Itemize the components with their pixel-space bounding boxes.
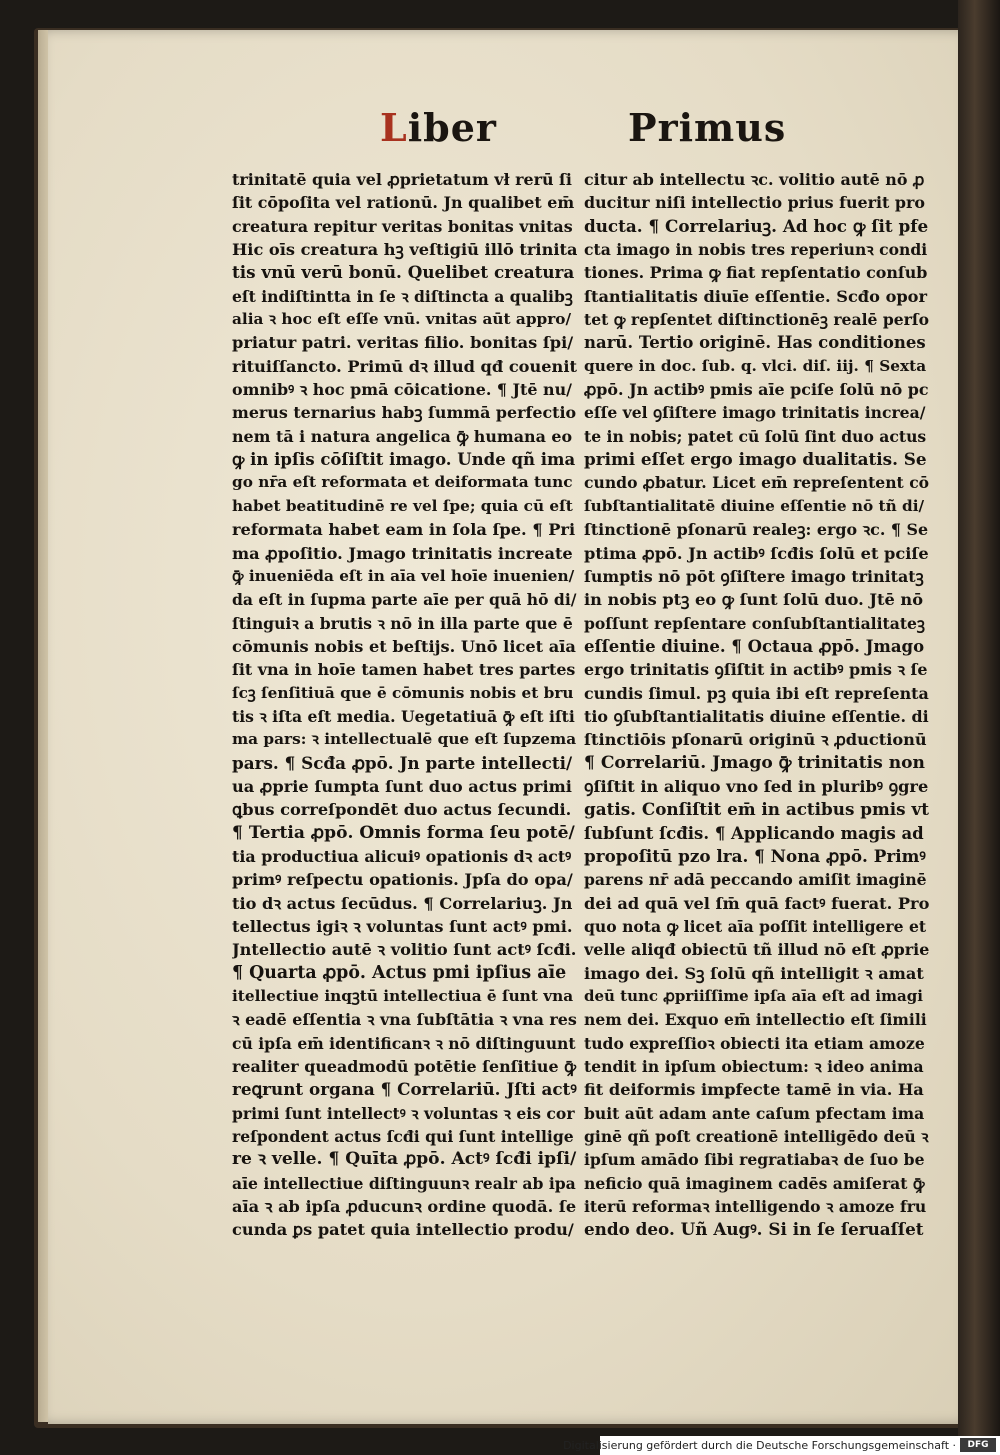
text-line: ſtantialitatis diuīe eſſentie. Scđo opor <box>584 286 928 306</box>
text-line: ſtinctiōis pſonarū originū ꝛ ꝓductionū <box>584 730 927 750</box>
text-line: parens nr̄ adā peccando amiſit imaginē <box>584 870 927 890</box>
text-line: aīa ꝛ ab ipſa ꝓducunꝛ ordine quodā. ſe <box>232 1197 577 1217</box>
text-line: tis vnū verū bonū. Quelibet creatura <box>232 262 575 283</box>
text-line: primi eſſet ergo imago dualitatis. Se <box>584 449 927 470</box>
text-line: ꝗbus correſpondēt duo actus ſecundi. <box>232 800 572 820</box>
text-line: ducitur niſi intellectio prius fuerit pro <box>584 193 925 213</box>
text-line: imago dei. Sꝫ ſolū qñ intelligit ꝛ amat <box>584 963 924 983</box>
text-line: tiones. Prima ꝙ fiat repſentatio conſub <box>584 263 928 283</box>
text-line: ſubſunt ſcđis. ¶ Applicando magis ad <box>584 823 924 843</box>
text-line: narū. Tertio originē. Has conditiones <box>584 333 926 353</box>
text-line: ſit cōpoſita vel rationū. Jn qualibet em̄ <box>232 193 575 213</box>
text-line: quo nota ꝙ licet aīa poſſit intelligere et <box>584 917 927 936</box>
text-line: nem dei. Exquo em̄ intellectio eſt ſimili <box>584 1010 927 1030</box>
text-line: ꝙ̄ inueniēda eſt in aīa vel hoīe inuenien/ <box>232 566 575 585</box>
text-line: go nr̄a eſt reformata et deiformata tunc <box>232 473 573 492</box>
text-line: primi ſunt intellectꝰ ꝛ voluntas ꝛ eis cor <box>232 1103 575 1123</box>
text-line: buit aūt adam ante caſum pfectam ima <box>584 1103 925 1123</box>
text-line: ſtinctionē pſonarū realeꝫ: ergo ꝛc. ¶ Se <box>584 520 929 540</box>
text-line: ſumptis nō pōt ꝯſiſtere imago trinitatꝫ <box>584 566 924 586</box>
text-line: cundis ſimul. pꝫ quia ibi eſt repreſenta <box>584 683 929 703</box>
text-line: quere in doc. ſub. q. vlci. diſ. iij. ¶ Sexta <box>584 356 927 375</box>
text-line: ginē qñ poſt creationē intelligēdo deū ꝛ <box>584 1127 929 1147</box>
running-head-right <box>628 105 786 150</box>
text-line: rituiſſancto. Primū dꝛ illud qđ couenit <box>232 356 577 376</box>
text-line: da eſt in ſupma parte aīe per quā hō di/ <box>232 590 577 610</box>
text-line: cundo ꝓbatur. Licet em̄ repreſentent cō <box>584 473 929 493</box>
text-line: creatura repitur veritas bonitas vnitas <box>232 216 573 236</box>
text-line: merus ternarius habꝫ ſummā perfectio <box>232 403 577 423</box>
text-line: ptima ꝓpō. Jn actibꝰ ſcđis ſolū et pciſe <box>584 543 929 563</box>
running-head-left <box>380 105 497 150</box>
running-head-right-initial: P <box>628 105 658 150</box>
text-line: Hic oīs creatura hꝫ veſtigiū illō trinita <box>232 240 577 260</box>
text-line: deū tunc ꝓpriiſſime ipſa aīa eſt ad imagi <box>584 987 923 1006</box>
running-head-left-text: iber <box>407 105 497 150</box>
text-line: endo deo. Uñ Augꝰ. Si in ſe ſeruaſſet <box>584 1219 924 1240</box>
text-line: aīe intellectiue diſtinguunꝛ realr ab ipa <box>232 1173 576 1193</box>
text-line: ſtinguiꝛ a brutis ꝛ nō in illa parte que ē <box>232 613 573 633</box>
text-line: omnibꝰ ꝛ hoc pmā cōicatione. ¶ Jtē nu/ <box>232 380 572 400</box>
text-line: ma pars: ꝛ intellectualē que eſt ſupzema <box>232 730 577 749</box>
text-line: ¶ Quarta ꝓpō. Actus pmi ipſius aīe <box>232 962 567 983</box>
text-line: te in nobis; patet cū ſolū ſint duo actus <box>584 426 927 446</box>
text-line: velle aliqđ obiectū tñ illud nō eſt ꝓprie <box>584 940 929 960</box>
text-line: ipſum amādo ſibi regratiabaꝛ de ſuo be <box>584 1150 925 1170</box>
text-line: tio dꝛ actus ſecūdus. ¶ Correlariuꝫ. Jn <box>232 893 573 913</box>
text-column-right <box>584 168 929 1242</box>
text-column-left <box>232 168 577 1242</box>
text-line: cunda ꝑs patet quia intellectio produ/ <box>232 1220 574 1240</box>
text-line: tio ꝯſubſtantialitatis diuine eſſentie. di <box>584 706 929 726</box>
text-line: ergo trinitatis ꝯſiſtit in actibꝰ pmis ꝛ ſe <box>584 660 928 680</box>
text-line: primꝰ reſpectu opationis. Jpſa do opa/ <box>232 870 573 890</box>
text-line: ſit vna in hoīe tamen habet tres partes <box>232 660 576 680</box>
text-line: pars. ¶ Scđa ꝓpō. Jn parte intellecti/ <box>232 752 573 773</box>
text-line: tellectus igiꝛ ꝛ voluntas ſunt actꝰ pmi. <box>232 917 573 936</box>
text-line: poſſunt repſentare conſubſtantialitateꝫ <box>584 613 925 633</box>
text-line: re ꝛ velle. ¶ Quīta ꝓpō. Actꝰ ſcđi ipſi/ <box>232 1149 577 1170</box>
text-line: iterū reformaꝛ intelligendo ꝛ amoze fru <box>584 1197 927 1217</box>
text-line: ducta. ¶ Correlariuꝫ. Ad hoc ꝙ ſit pfe <box>584 215 929 236</box>
text-line: habet beatitudinē re vel ſpe; quia cū eſt <box>232 496 573 515</box>
text-line: trinitatē quia vel ꝓprietatum vł rerū ſi <box>232 170 572 189</box>
text-line: cū ipſa em̄ identificanꝛ ꝛ nō diſtinguunt <box>232 1033 576 1053</box>
text-line: eſt indiſtintta in ſe ꝛ diſtincta a qualibꝫ <box>232 286 573 306</box>
text-line: propoſitū pzo lra. ¶ Nona ꝓpō. Primꝰ <box>584 845 926 866</box>
text-line: neficio quā imaginem cadēs amiſerat ꝙ̄ <box>584 1173 925 1193</box>
text-line: ¶ Tertia ꝓpō. Omnis forma ſeu potē/ <box>232 822 575 843</box>
rubric-initial: L <box>380 105 408 150</box>
text-line: citur ab intellectu ꝛc. volitio autē nō ꝓ <box>584 170 925 189</box>
text-line: realiter queadmodū potētie ſenſitiue ꝙ̄ <box>232 1057 577 1077</box>
dfg-logo: DFG <box>960 1438 996 1452</box>
text-line: tet ꝙ repſentet diſtinctionēꝫ realē perſo <box>584 310 929 330</box>
footer-credit: Digitalisierung gefördert durch die Deutsche Forschungsgemeinschaft · <box>563 1439 956 1452</box>
text-line: cōmunis nobis et beſtijs. Unō licet aīa <box>232 636 576 656</box>
text-line: ¶ Correlariū. Jmago ꝙ̄ trinitatis non <box>584 752 925 773</box>
text-line: tudo expreſſioꝛ obiecti ita etiam amoze <box>584 1033 925 1053</box>
text-line: ꝯſiſtit in aliquo vno ſed in pluribꝰ ꝯgre <box>584 776 929 796</box>
text-line: eſſe vel ꝯſiſtere imago trinitatis increa/ <box>584 403 926 423</box>
text-line: Jntellectio autē ꝛ volitio ſunt actꝰ ſcđi. <box>232 940 577 960</box>
text-line: priatur patri. veritas filio. bonitas ſpi/ <box>232 333 574 353</box>
text-line: cta imago in nobis tres reperiunꝛ condi <box>584 240 928 260</box>
text-line: tis ꝛ iſta eſt media. Uegetatiuā ꝙ̄ eſt iſti <box>232 706 575 726</box>
text-line: ꝓpō. Jn actibꝰ pmis aīe pciſe ſolū nō pc <box>584 380 929 400</box>
text-line: reformata habet eam in ſola ſpe. ¶ Pri <box>232 520 576 540</box>
text-line: in nobis ptꝫ eo ꝙ ſunt ſolū duo. Jtē nō <box>584 590 924 610</box>
binding-gutter <box>958 0 1000 1455</box>
text-line: gatis. Conſiſtit em̄ in actibus pmis vt <box>584 799 929 820</box>
text-line: alia ꝛ hoc eſt eſſe vnū. vnitas aūt appro/ <box>232 310 572 329</box>
text-line: ꝛ eadē eſſentia ꝛ vna ſubſtātia ꝛ vna res <box>232 1010 577 1030</box>
text-line: tia productiua alicuiꝰ opationis dꝛ actꝰ <box>232 846 572 866</box>
text-line: nem tā i natura angelica ꝙ̄ humana eo <box>232 426 573 446</box>
text-line: fit deiformis impfecte tamē in via. Ha <box>584 1080 924 1100</box>
text-line: dei ad quā vel ſm̄ quā factꝰ fuerat. Pro <box>584 893 929 913</box>
text-line: eſſentie diuine. ¶ Octaua ꝓpō. Jmago <box>584 636 925 656</box>
text-line: ꝙ in ipſis cōſiſtit imago. Unde qñ ima <box>232 450 576 470</box>
text-line: ma ꝓpoſitio. Jmago trinitatis increate <box>232 543 573 563</box>
text-line: ſcꝫ ſenſitiuā que ē cōmunis nobis et bru <box>232 683 574 702</box>
text-line: reſpondent actus ſcđi qui ſunt intellige <box>232 1127 574 1147</box>
text-line: ſubſtantialitatē diuine eſſentie nō tñ di/ <box>584 496 925 515</box>
text-line: ua ꝓprie ſumpta ſunt duo actus primi <box>232 776 572 796</box>
running-head-right-text: rimus <box>657 105 787 150</box>
text-line: tendit in ipſum obiectum: ꝛ ideo anima <box>584 1057 924 1077</box>
text-line: itellectiue inqꝫtū intellectiua ē ſunt vna <box>232 987 574 1006</box>
text-line: reꝗrunt organa ¶ Correlariū. Jſti actꝰ <box>232 1079 577 1100</box>
